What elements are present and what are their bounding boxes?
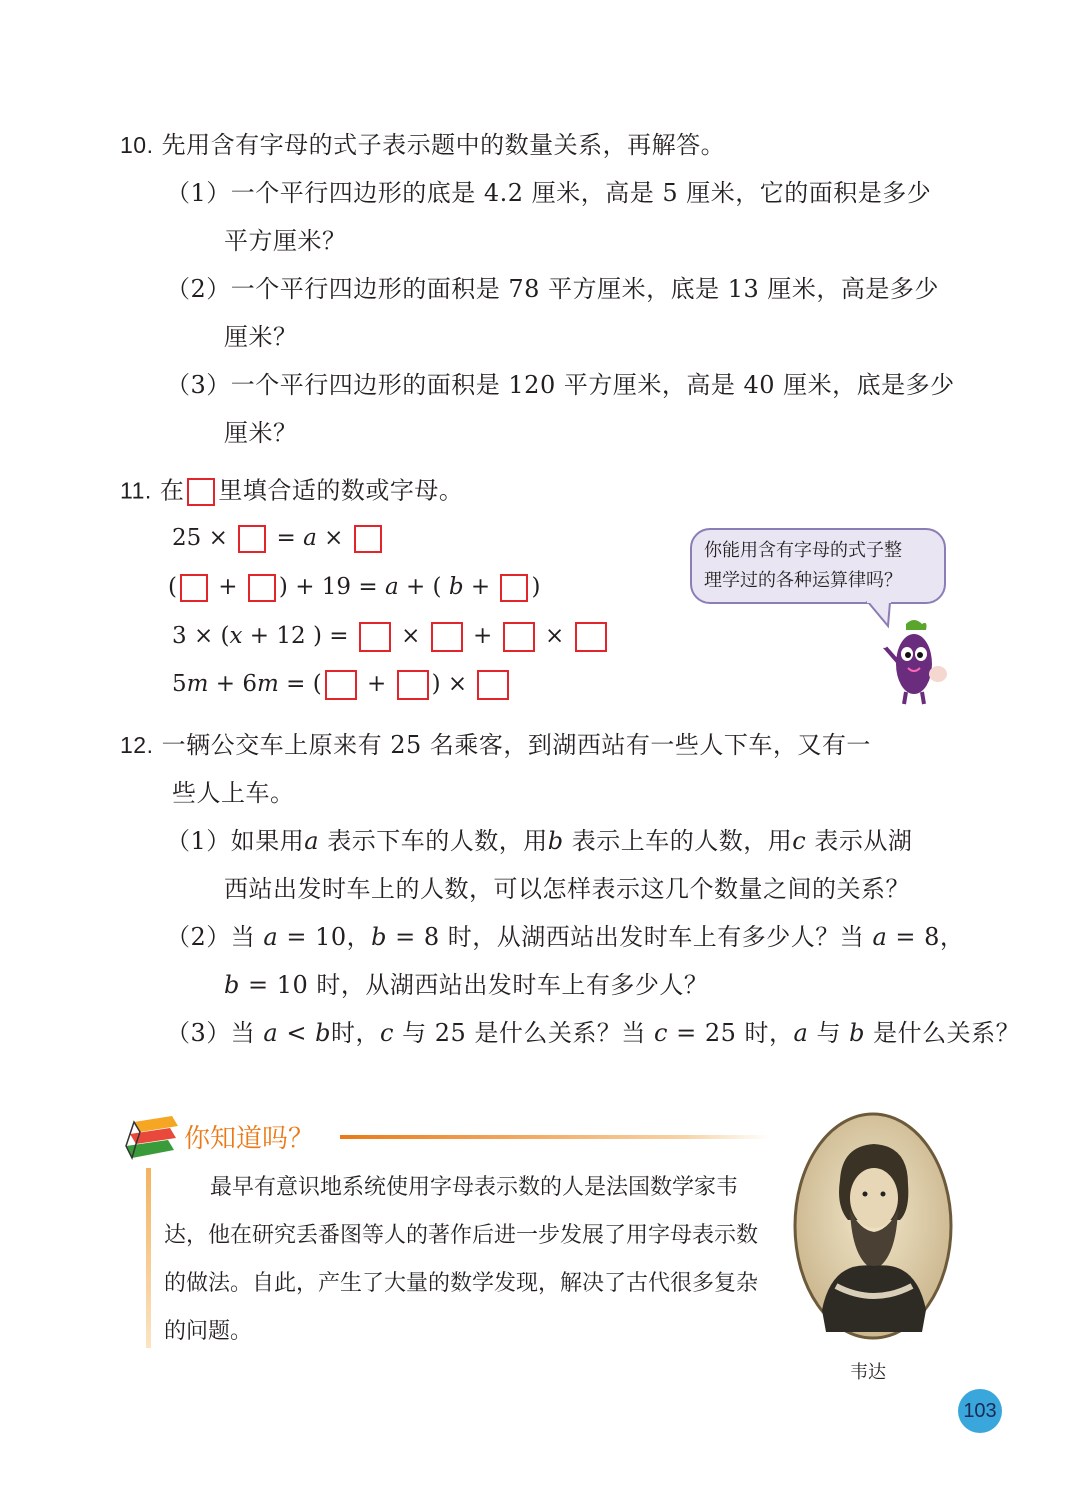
q10-part-2: （2）一个平行四边形的面积是 78 平方厘米，底是 13 厘米，高是多少	[166, 275, 939, 303]
side-accent-bar	[146, 1168, 151, 1348]
answer-box[interactable]	[359, 622, 391, 652]
speech-bubble: 你能用含有字母的式子整 理学过的各种运算律吗？	[690, 528, 946, 604]
q10-part-1-cont: 平方厘米？	[224, 227, 347, 255]
did-you-know-title: 你知道吗？	[184, 1124, 315, 1154]
answer-box[interactable]	[325, 670, 357, 700]
q12-part-2: （2）当 a = 10，b = 8 时，从湖西站出发时车上有多少人？当 a = 8，	[166, 923, 965, 951]
question-12: 12. 一辆公交车上原来有 25 名乘客，到湖西站有一些人下车，又有一	[120, 731, 871, 759]
answer-box[interactable]	[477, 670, 509, 700]
q10-part-1: （1）一个平行四边形的底是 4.2 厘米，高是 5 厘米，它的面积是多少	[166, 179, 932, 207]
answer-box[interactable]	[503, 622, 535, 652]
q10-part-3: （3）一个平行四边形的面积是 120 平方厘米，高是 40 厘米，底是多少	[166, 371, 955, 399]
answer-box[interactable]	[180, 574, 208, 602]
q10-part-2-cont: 厘米？	[224, 323, 298, 351]
question-10	[120, 133, 725, 157]
equation-2: ( + ) + 19 = a + ( b + )	[168, 574, 541, 600]
answer-box[interactable]	[187, 478, 215, 506]
answer-box[interactable]	[575, 622, 607, 652]
eggplant-mascot-icon	[876, 616, 956, 706]
portrait-caption: 韦达	[850, 1362, 886, 1383]
equation-4: 5m + 6m = ( + ) ×	[172, 670, 512, 700]
viete-portrait-image	[792, 1110, 954, 1342]
q10-part-3-cont: 厘米？	[224, 419, 298, 447]
answer-box[interactable]	[248, 574, 276, 602]
answer-box[interactable]	[500, 574, 528, 602]
books-icon	[120, 1106, 180, 1164]
answer-box[interactable]	[397, 670, 429, 700]
answer-box[interactable]	[238, 525, 266, 553]
q12-part-1: （1）如果用a 表示下车的人数，用b 表示上车的人数，用c 表示从湖	[166, 827, 913, 855]
question-number: 11.	[120, 477, 152, 504]
q12-part-3: （3）当 a < b时，c 与 25 是什么关系？当 c = 25 时，a 与 b 是什么关系？	[166, 1019, 1021, 1047]
page-number: 103	[958, 1389, 1002, 1433]
equation-3: 3 × (x + 12 ) = × + ×	[172, 622, 610, 652]
question-11: 11. 在 里填合适的数或字母。	[120, 476, 464, 505]
did-you-know-body: 最早有意识地系统使用字母表示数的人是法国数学家韦达，他在研究丢番图等人的著作后进一步发展了用字母表示数的做法。自此，产生了大量的数学发现，解决了古代很多复杂的问题。	[164, 1175, 759, 1344]
answer-box[interactable]	[354, 525, 382, 553]
question-12-cont: 些人上车。	[172, 779, 295, 807]
question-text: 先用含有字母的式子表示题中的数量关系，再解答。	[161, 131, 726, 159]
title-divider	[340, 1135, 770, 1139]
question-number: 10.	[120, 132, 154, 158]
equation-1: 25 × = a ×	[172, 525, 385, 553]
question-number: 12.	[120, 732, 154, 758]
q12-part-1-cont: 西站出发时车上的人数，可以怎样表示这几个数量之间的关系？	[224, 875, 910, 903]
answer-box[interactable]	[431, 622, 463, 652]
q12-part-2-cont: b = 10 时，从湖西站出发时车上有多少人？	[224, 971, 709, 999]
